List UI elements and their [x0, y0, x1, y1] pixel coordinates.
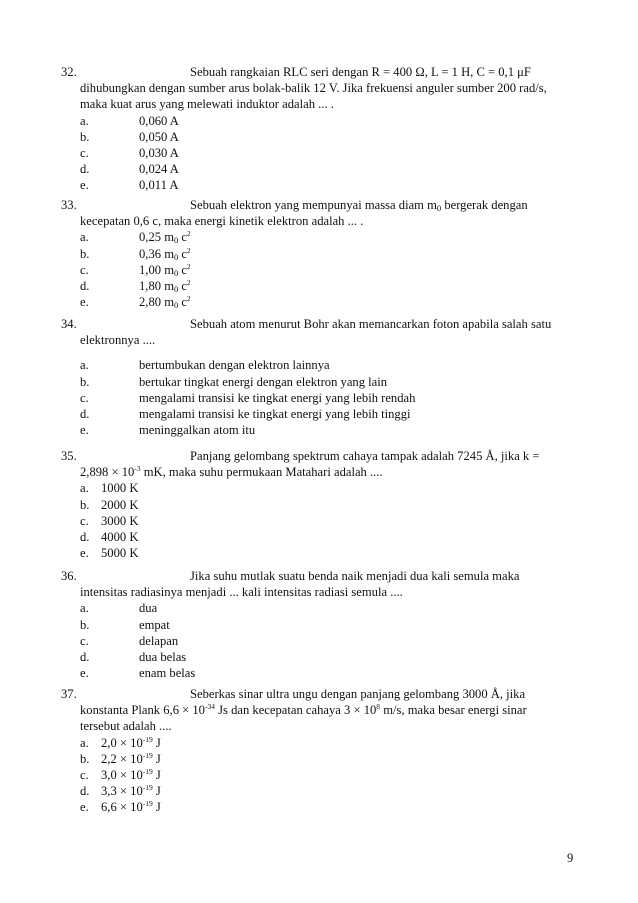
- answer-option-b: [0, 617, 638, 633]
- question-text-line: Sebuah rangkaian RLC seri dengan R = 400 Ω, L = 1 H, C = 0,1 μF: [190, 65, 531, 79]
- text-fragment: Js dan kecepatan cahaya 3 × 10: [214, 703, 377, 718]
- option-text: [101, 799, 161, 815]
- option-value: c: [178, 278, 187, 293]
- answer-option-e: [0, 545, 638, 561]
- option-unit: J: [152, 800, 161, 815]
- question-text-line: tersebut adalah ....: [80, 719, 172, 734]
- option-unit: J: [152, 767, 161, 782]
- question-32: [0, 64, 638, 194]
- question-text-line: Sebuah atom menurut Bohr akan memancarkan foton apabila salah satu: [190, 317, 552, 331]
- text-fragment: 2,898 × 10: [80, 465, 135, 480]
- option-value: c: [178, 246, 187, 261]
- option-letter: a.: [80, 230, 89, 245]
- question-text-line: Panjang gelombang spektrum cahaya tampak adalah 7245 Å, jika k =: [190, 449, 540, 463]
- superscript: -19: [142, 766, 153, 776]
- answer-option-c: [0, 513, 638, 529]
- option-letter: c.: [80, 767, 89, 782]
- option-value: 3,3 × 10: [101, 784, 143, 799]
- question-number: 36.: [61, 569, 77, 583]
- option-letter: d.: [80, 784, 90, 799]
- answer-option-c: [0, 145, 638, 161]
- answer-option-e: [0, 665, 638, 681]
- question-text-line: dihubungkan dengan sumber arus bolak-balik 12 V. Jika frekuensi anguler sumber 200 rad/s,: [80, 81, 547, 96]
- option-letter: d.: [80, 649, 90, 664]
- option-letter: a.: [80, 735, 89, 750]
- option-letter: b.: [80, 129, 90, 144]
- answer-option-d: [0, 406, 638, 422]
- option-text: mengalami transisi ke tingkat energi yang lebih rendah: [139, 390, 416, 405]
- answer-option-d: [0, 161, 638, 177]
- option-text: [101, 735, 161, 751]
- question-number: 34.: [61, 317, 77, 331]
- text-fragment: konstanta Plank 6,6 × 10: [80, 703, 205, 718]
- option-unit: J: [152, 751, 161, 766]
- option-text: [139, 229, 191, 245]
- text-fragment: m/s, maka besar energi sinar: [380, 703, 527, 718]
- option-text: 5000 K: [101, 546, 139, 561]
- subscript: 0: [173, 267, 179, 278]
- option-value: 0,36 m: [139, 246, 174, 261]
- answer-option-a: [0, 600, 638, 616]
- option-letter: a.: [80, 358, 89, 373]
- answer-option-b: [0, 246, 638, 262]
- option-text: empat: [139, 617, 170, 632]
- option-text: 0,030 A: [139, 145, 179, 160]
- answer-option-a: [0, 357, 638, 373]
- option-letter: b.: [80, 497, 90, 512]
- option-letter: b.: [80, 751, 90, 766]
- option-text: [139, 278, 191, 294]
- option-text: bertukar tingkat energi dengan elektron yang lain: [139, 374, 388, 389]
- question-text-line: kecepatan 0,6 c, maka energi kinetik elektron adalah ... .: [80, 214, 364, 229]
- subscript: 0: [173, 251, 179, 262]
- answer-option-b: [0, 374, 638, 390]
- superscript: 2: [186, 229, 191, 239]
- option-value: 3,0 × 10: [101, 767, 143, 782]
- option-value: 0,25 m: [139, 230, 174, 245]
- answer-option-a: [0, 735, 638, 751]
- option-letter: d.: [80, 162, 90, 177]
- option-text: 4000 K: [101, 529, 139, 544]
- question-text-line: [80, 702, 580, 718]
- answer-option-d: [0, 783, 638, 799]
- superscript: 2: [186, 277, 191, 287]
- option-value: 6,6 × 10: [101, 800, 143, 815]
- question-text-line: Seberkas sinar ultra ungu dengan panjang gelombang 3000 Å, jika: [190, 687, 526, 701]
- subscript: 0: [173, 235, 179, 246]
- answer-option-c: [0, 767, 638, 783]
- question-number: 35.: [61, 449, 77, 463]
- question-number: 37.: [61, 687, 77, 701]
- question-text-line: Jika suhu mutlak suatu benda naik menjadi dua kali semula maka: [190, 569, 520, 583]
- option-unit: J: [152, 735, 161, 750]
- question-37: [0, 686, 638, 816]
- option-text: [101, 783, 161, 799]
- option-value: 2,80 m: [139, 295, 174, 310]
- question-text-line: [80, 464, 580, 480]
- superscript: 8: [376, 702, 381, 712]
- option-letter: c.: [80, 633, 89, 648]
- answer-option-a: [0, 480, 638, 496]
- answer-option-b: [0, 497, 638, 513]
- answer-option-e: [0, 422, 638, 438]
- superscript: 2: [186, 294, 191, 304]
- option-value: 1,00 m: [139, 262, 174, 277]
- answer-option-e: [0, 294, 638, 310]
- option-value: 1,80 m: [139, 278, 174, 293]
- option-text: 0,011 A: [139, 178, 179, 193]
- option-value: c: [178, 295, 187, 310]
- option-text: 0,024 A: [139, 162, 179, 177]
- subscript: 0: [436, 203, 442, 213]
- option-letter: c.: [80, 262, 89, 277]
- question-header: [0, 64, 638, 80]
- question-text-line: maka kuat arus yang melewati induktor adalah ... .: [80, 97, 334, 112]
- question-number: 32.: [61, 65, 77, 79]
- superscript: -3: [134, 464, 141, 474]
- option-value: c: [178, 230, 187, 245]
- option-unit: J: [152, 784, 161, 799]
- option-letter: b.: [80, 374, 90, 389]
- question-33: [0, 197, 638, 310]
- option-letter: d.: [80, 406, 90, 421]
- question-header: [0, 448, 638, 464]
- option-text: 1000 K: [101, 481, 139, 496]
- superscript: -34: [204, 702, 215, 712]
- answer-option-c: [0, 390, 638, 406]
- subscript: 0: [173, 300, 179, 311]
- option-text: [101, 751, 161, 767]
- option-letter: a.: [80, 601, 89, 616]
- option-text: mengalami transisi ke tingkat energi yang lebih tinggi: [139, 406, 411, 421]
- option-letter: e.: [80, 546, 89, 561]
- answer-option-a: [0, 229, 638, 245]
- option-text: [139, 246, 191, 262]
- option-text: 3000 K: [101, 513, 139, 528]
- question-34: [0, 316, 638, 438]
- answer-option-c: [0, 262, 638, 278]
- answer-option-d: [0, 649, 638, 665]
- page-number: 9: [567, 851, 574, 865]
- answer-option-b: [0, 129, 638, 145]
- superscript: -19: [142, 750, 153, 760]
- answer-option-e: [0, 799, 638, 815]
- option-letter: b.: [80, 246, 90, 261]
- option-text: delapan: [139, 633, 179, 648]
- option-text: [139, 294, 191, 310]
- option-letter: c.: [80, 390, 89, 405]
- option-letter: e.: [80, 178, 89, 193]
- superscript: 2: [186, 245, 191, 255]
- question-header: [0, 316, 638, 332]
- option-letter: a.: [80, 481, 89, 496]
- option-letter: e.: [80, 800, 89, 815]
- question-number: 33.: [61, 198, 77, 212]
- option-letter: e.: [80, 666, 89, 681]
- option-letter: c.: [80, 513, 89, 528]
- option-text: [139, 262, 191, 278]
- answer-option-e: [0, 177, 638, 193]
- option-text: [101, 767, 161, 783]
- answer-option-d: [0, 278, 638, 294]
- option-text: enam belas: [139, 666, 196, 681]
- option-value: 2,2 × 10: [101, 751, 143, 766]
- text-fragment: Sebuah elektron yang mempunyai massa diam m: [190, 198, 437, 212]
- question-text-line: [190, 197, 528, 213]
- option-value: c: [178, 262, 187, 277]
- option-letter: e.: [80, 295, 89, 310]
- option-text: 0,060 A: [139, 113, 179, 128]
- superscript: 2: [186, 261, 191, 271]
- answer-option-a: [0, 113, 638, 129]
- question-text-line: elektronnya ....: [80, 333, 156, 348]
- option-letter: d.: [80, 278, 90, 293]
- question-text-line: intensitas radiasinya menjadi ... kali intensitas radiasi semula ....: [80, 585, 403, 600]
- answer-option-c: [0, 633, 638, 649]
- option-text: dua: [139, 601, 158, 616]
- option-letter: c.: [80, 145, 89, 160]
- option-letter: a.: [80, 113, 89, 128]
- option-text: 2000 K: [101, 497, 139, 512]
- option-letter: e.: [80, 423, 89, 438]
- superscript: -19: [142, 734, 153, 744]
- question-header: [0, 197, 638, 213]
- question-35: [0, 448, 638, 561]
- option-text: meninggalkan atom itu: [139, 423, 256, 438]
- question-36: [0, 568, 638, 681]
- option-text: bertumbukan dengan elektron lainnya: [139, 358, 330, 373]
- superscript: -19: [142, 783, 153, 793]
- answer-option-d: [0, 529, 638, 545]
- answer-option-b: [0, 751, 638, 767]
- option-letter: b.: [80, 617, 90, 632]
- option-text: dua belas: [139, 649, 187, 664]
- question-header: [0, 686, 638, 702]
- text-fragment: bergerak dengan: [441, 198, 528, 212]
- subscript: 0: [173, 283, 179, 294]
- text-fragment: mK, maka suhu permukaan Matahari adalah ....: [140, 465, 383, 480]
- option-letter: d.: [80, 529, 90, 544]
- question-header: [0, 568, 638, 584]
- superscript: -19: [142, 799, 153, 809]
- option-text: 0,050 A: [139, 129, 179, 144]
- option-value: 2,0 × 10: [101, 735, 143, 750]
